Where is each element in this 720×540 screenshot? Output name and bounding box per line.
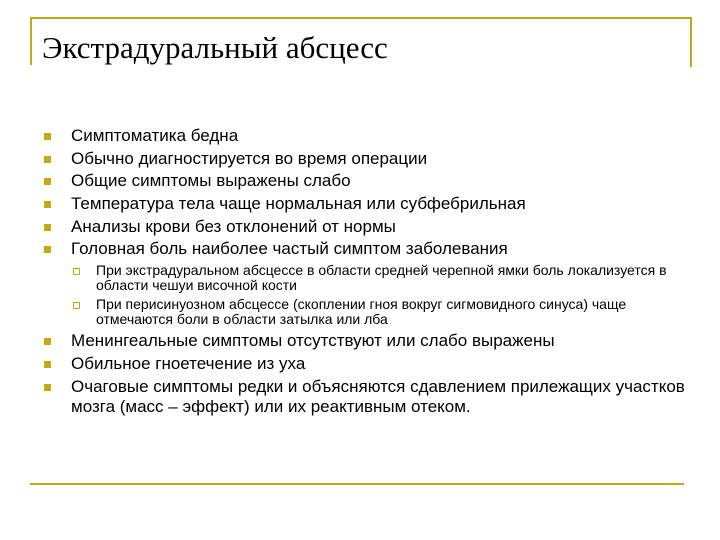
bullet-item: [44, 171, 694, 191]
bullet-text: Очаговые симптомы редки и объясняются сдавлением прилежащих участков мозга (масс – эффект) или их реактивным отеком.: [71, 376, 685, 416]
bullet-item: [44, 331, 694, 351]
square-bullet-icon: [44, 246, 51, 253]
bullet-list-bottom: [44, 331, 694, 416]
frame-right-line: [690, 17, 692, 67]
bullet-text: Менингеальные симптомы отсутствуют или слабо выражены: [71, 331, 555, 351]
sub-bullet-item: [44, 297, 694, 327]
slide-content: [44, 126, 694, 420]
sub-bullet-text: При экстрадуральном абсцессе в области средней черепной ямки боль локализуется в области чешуи височной кости: [96, 262, 667, 294]
bullet-text: Симптоматика бедна: [71, 126, 239, 145]
bullet-item: [44, 126, 694, 146]
hollow-square-bullet-icon: [73, 302, 80, 309]
sub-bullet-list: [44, 263, 694, 327]
frame-left-line: [30, 17, 32, 65]
bullet-list-main: [44, 126, 694, 259]
frame-bottom-line: [30, 483, 684, 485]
bullet-item: [44, 194, 694, 214]
square-bullet-icon: [44, 201, 51, 208]
square-bullet-icon: [44, 361, 51, 368]
square-bullet-icon: [44, 338, 51, 345]
bullet-item: [44, 239, 694, 259]
square-bullet-icon: [44, 133, 51, 140]
bullet-item: [44, 354, 694, 374]
bullet-text: Температура тела чаще нормальная или субфебрильная: [71, 194, 526, 214]
square-bullet-icon: [44, 224, 51, 231]
square-bullet-icon: [44, 178, 51, 185]
sub-bullet-item: [44, 263, 694, 293]
bullet-item: [44, 217, 694, 237]
bullet-text: Обильное гноетечение из уха: [71, 354, 306, 374]
sub-bullet-text: При перисинуозном абсцессе (скоплении гноя вокруг сигмовидного синуса) чаще отмечаются боли в области затылка или лба: [96, 296, 627, 328]
bullet-text: Общие симптомы выражены слабо: [71, 171, 351, 191]
bullet-item: [44, 149, 694, 169]
bullet-item: [44, 377, 694, 417]
frame-top-line: [30, 17, 692, 19]
bullet-text: Обычно диагностируется во время операции: [71, 148, 428, 168]
hollow-square-bullet-icon: [73, 268, 80, 275]
bullet-text: Анализы крови без отклонений от нормы: [71, 216, 396, 236]
square-bullet-icon: [44, 156, 51, 163]
slide-title: Экстрадуральный абсцесс: [42, 30, 388, 65]
bullet-text: Головная боль наиболее частый симптом заболевания: [71, 239, 508, 259]
square-bullet-icon: [44, 384, 51, 391]
